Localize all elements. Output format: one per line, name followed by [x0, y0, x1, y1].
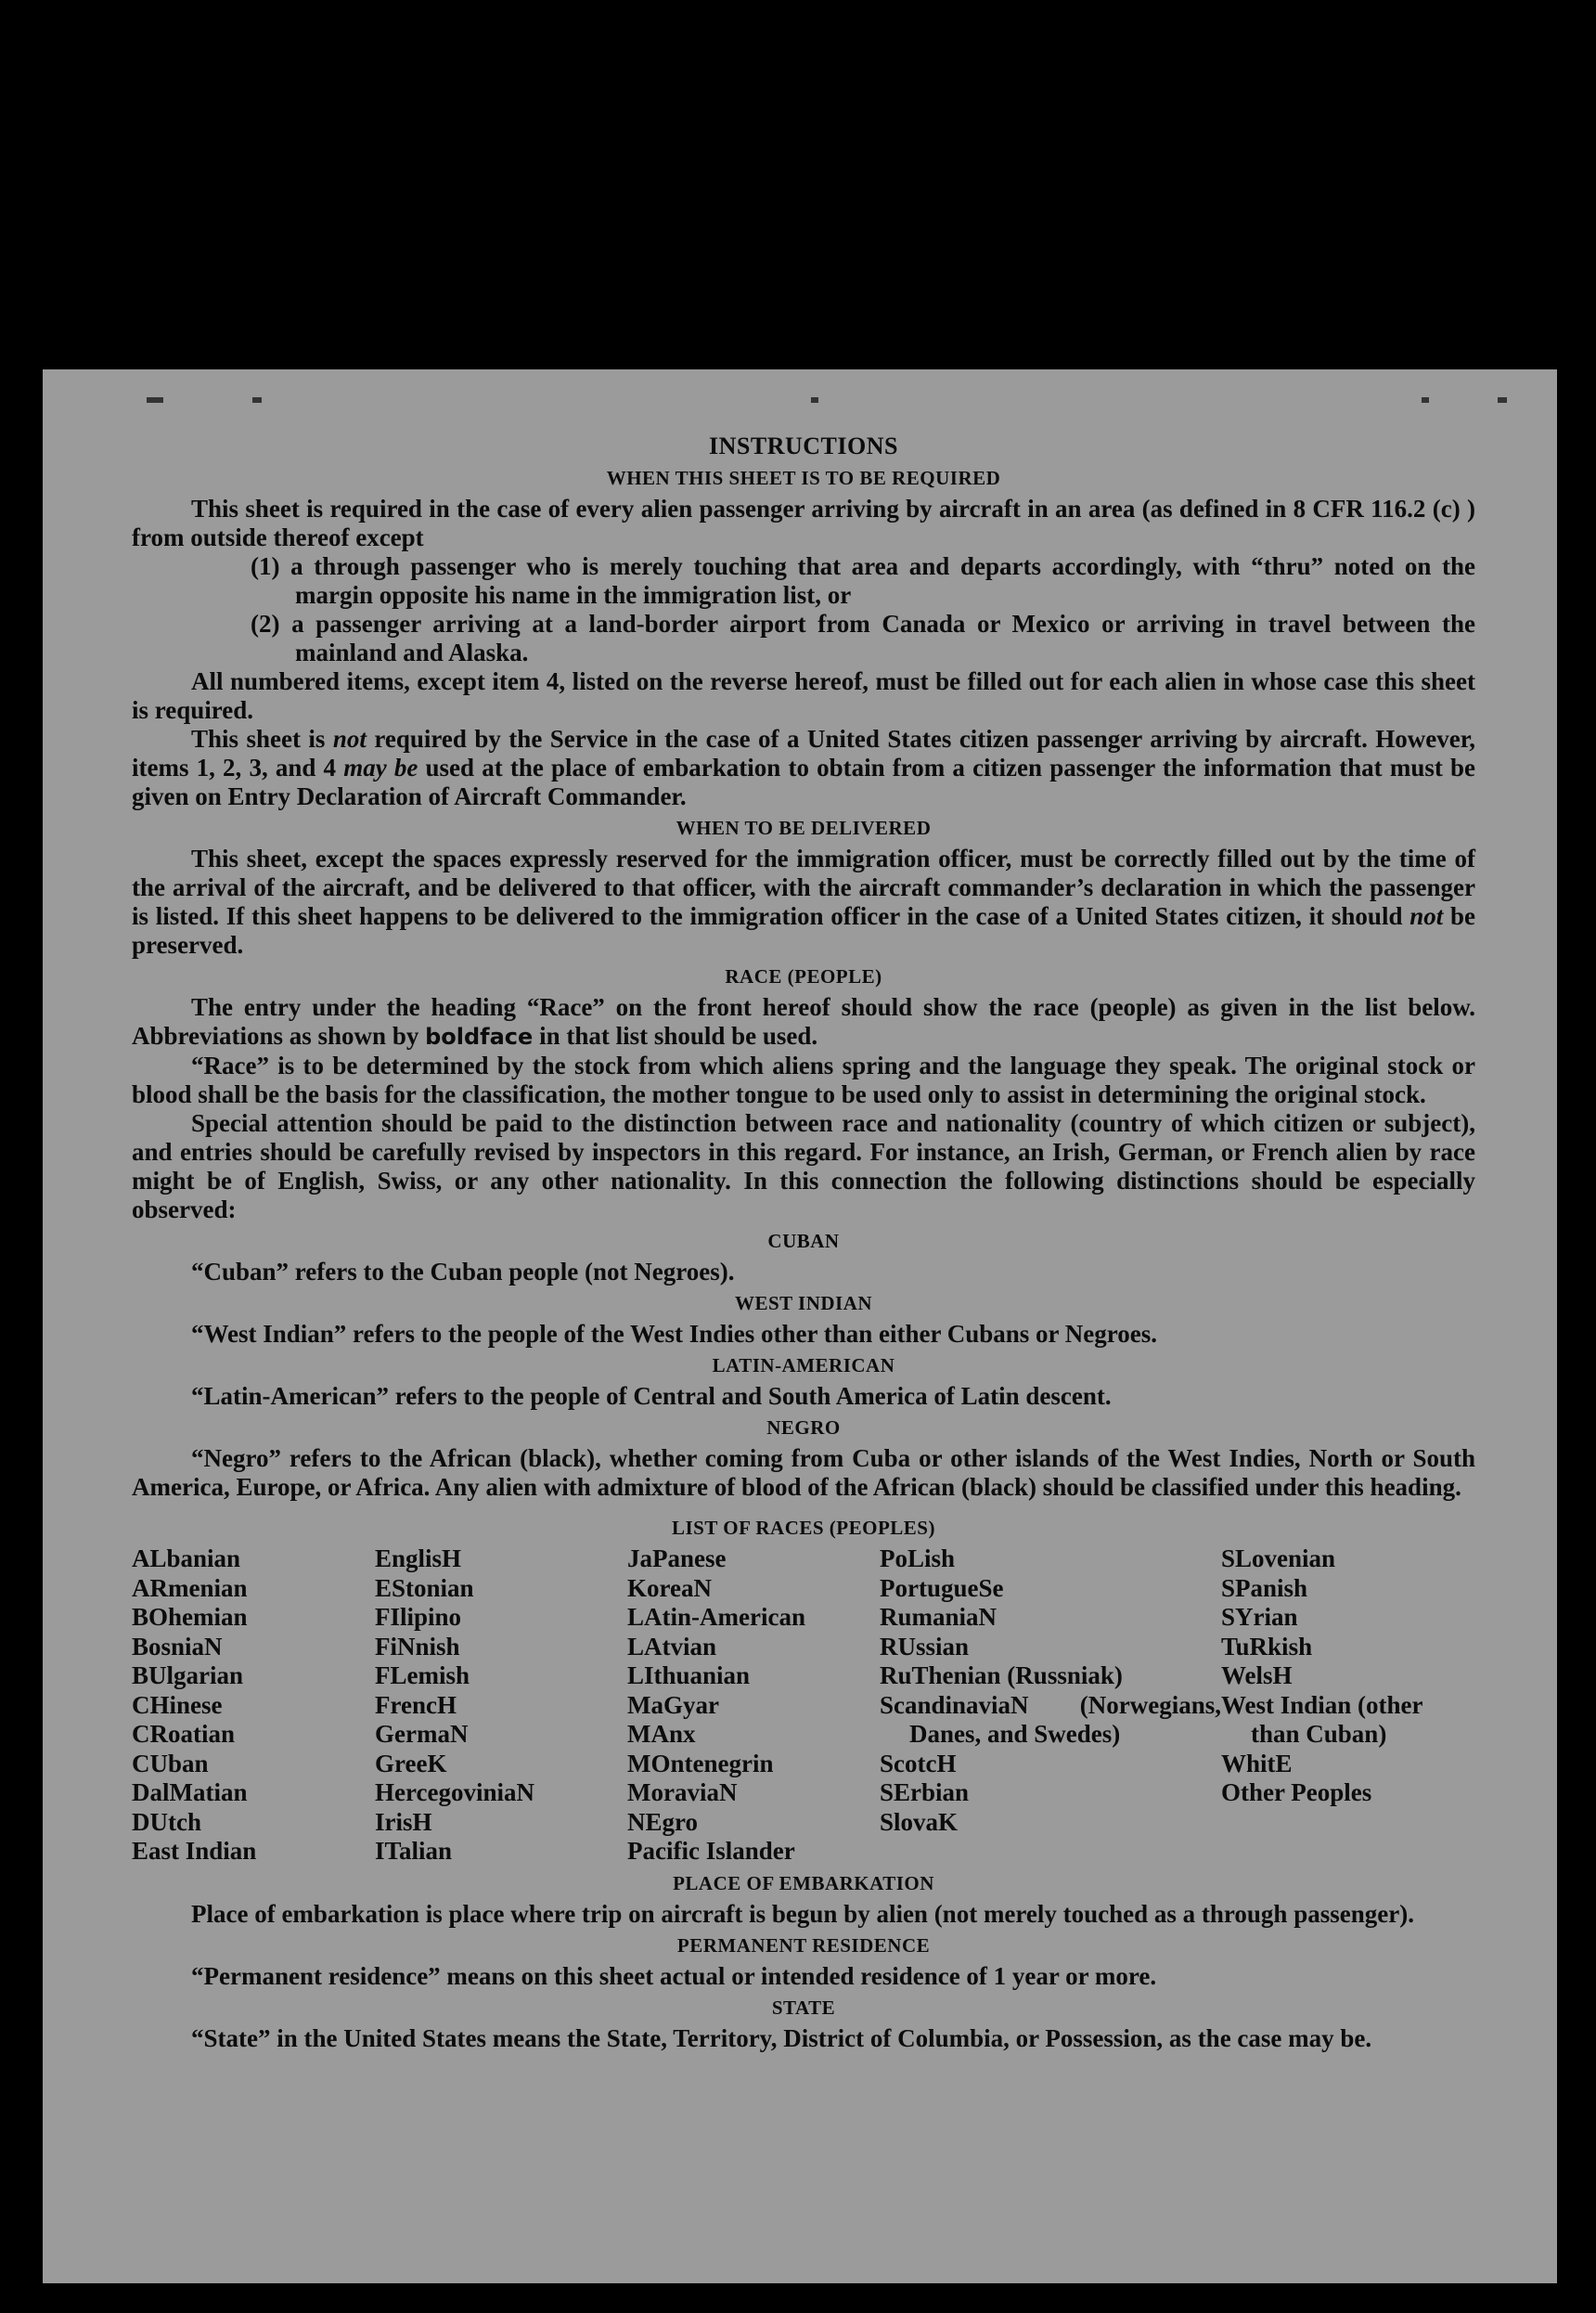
- races-column-2: [375, 1544, 627, 1867]
- scan-mark: [252, 397, 262, 403]
- scan-mark: [811, 397, 818, 403]
- race-paragraph-2: “Race” is to be determined by the stock from which aliens spring and the language they speak. The original stock or blood shall be the basis for the classification, the mother tongue to be used only to assist in determining the original stock.: [132, 1052, 1475, 1108]
- race-item: EStonian: [375, 1573, 474, 1602]
- section-heading-latin-american: LATIN-AMERICAN: [712, 1354, 895, 1376]
- race-item: IrisH: [375, 1807, 432, 1836]
- race-item: NEgro: [627, 1807, 699, 1836]
- races-column-5: [1221, 1544, 1475, 1867]
- page-title: INSTRUCTIONS: [709, 433, 898, 459]
- citizen-text-not: not: [332, 725, 367, 753]
- exception-2: (2) a passenger arriving at a land-border airport from Canada or Mexico or arriving in travel between the mainland and Alaska.: [251, 610, 1475, 666]
- race-item: MAnx: [627, 1720, 696, 1748]
- section-heading-state: STATE: [771, 1996, 836, 2019]
- instructions-content: [132, 429, 1475, 2053]
- race-item: SYrian: [1221, 1603, 1298, 1631]
- race-item: BOhemian: [132, 1603, 248, 1631]
- race-item: BUlgarian: [132, 1661, 244, 1689]
- race-item: LAtvian: [627, 1632, 717, 1660]
- residence-text: “Permanent residence” means on this sheet actual or intended residence of 1 year or more.: [191, 1961, 1157, 1990]
- race-item: KoreaN: [627, 1573, 712, 1602]
- race-item: ScotcH: [880, 1749, 957, 1777]
- race-item: DUtch: [132, 1807, 201, 1836]
- citizen-paragraph: [132, 725, 1475, 811]
- section-heading-negro: NEGRO: [766, 1416, 841, 1439]
- races-list: [132, 1544, 1475, 1867]
- race-item: FrencH: [375, 1690, 457, 1719]
- race-item: SErbian: [880, 1778, 970, 1806]
- race-item: SPanish: [1221, 1573, 1308, 1602]
- citizen-text-b: required by the Service in the case of a United States citizen passenger arriving by aircraft. However, items 1, 2, 3, and 4: [132, 725, 1475, 782]
- exception-1: (1) a through passenger who is merely touching that area and departs accordingly, with “thru” noted on the margin opposite his name in the immigration list, or: [251, 552, 1475, 609]
- citizen-text-maybe: may be: [343, 754, 418, 782]
- numbered-items-text: All numbered items, except item 4, listed on the reverse hereof, must be filled out for each alien in whose case this sheet is required.: [132, 667, 1475, 724]
- race-item: FIlipino: [375, 1603, 462, 1631]
- races-column-3: [627, 1544, 880, 1867]
- race-item: GreeK: [375, 1749, 447, 1777]
- negro-text: “Negro” refers to the African (black), whether coming from Cuba or other islands of the West Indies, North or South America, Europe, or Africa. Any alien with admixture of blood of the African (black) should be classified under this heading.: [132, 1444, 1475, 1501]
- race-paragraph-3: Special attention should be paid to the distinction between race and nationality (country of which citizen or subject), and entries should be carefully revised by inspectors in this regard. For instance, an Irish, German, or French alien by race might be of English, Swiss, or any other nationality. In this connection the following distinctions should be especially observed:: [132, 1109, 1475, 1223]
- race-item: MoraviaN: [627, 1778, 738, 1806]
- race-item: GermaN: [375, 1720, 469, 1748]
- section-heading-required: WHEN THIS SHEET IS TO BE REQUIRED: [606, 467, 1001, 489]
- race-item: ScandinaviaN (Norwegians, Danes, and Swedes): [880, 1690, 1221, 1748]
- race-item: BosniaN: [132, 1632, 223, 1660]
- race-item: ALbanian: [132, 1544, 241, 1572]
- race-item: FLemish: [375, 1661, 470, 1689]
- cuban-text: “Cuban” refers to the Cuban people (not Negroes).: [191, 1258, 735, 1286]
- race-item: RuThenian (Russniak): [880, 1661, 1123, 1689]
- race-item: West Indian (other than Cuban): [1221, 1690, 1423, 1748]
- section-heading-race: RACE (PEOPLE): [725, 965, 882, 988]
- race-item: Other Peoples: [1221, 1778, 1372, 1806]
- section-heading-embarkation: PLACE OF EMBARKATION: [673, 1871, 934, 1894]
- race-item: CHinese: [132, 1690, 223, 1719]
- latin-american-text: “Latin-American” refers to the people of Central and South America of Latin descent.: [191, 1382, 1112, 1410]
- west-indian-text: “West Indian” refers to the people of the West Indies other than either Cubans or Negroes.: [191, 1320, 1158, 1348]
- race-item: MaGyar: [627, 1690, 719, 1719]
- scan-mark: [1422, 397, 1429, 403]
- delivered-text-not: not: [1409, 902, 1444, 930]
- race-item: FiNnish: [375, 1632, 460, 1660]
- embarkation-text: Place of embarkation is place where trip on aircraft is begun by alien (not merely touched as a through passenger).: [191, 1899, 1414, 1928]
- race-item: CUban: [132, 1749, 209, 1777]
- race-item: LIthuanian: [627, 1661, 751, 1689]
- race-item: JaPanese: [627, 1544, 727, 1572]
- race-item: MOntenegrin: [627, 1749, 774, 1777]
- race-item: RUssian: [880, 1632, 970, 1660]
- race-item: East Indian: [132, 1837, 257, 1865]
- section-heading-west-indian: WEST INDIAN: [734, 1292, 873, 1314]
- race-item: CRoatian: [132, 1720, 236, 1748]
- required-intro: This sheet is required in the case of every alien passenger arriving by aircraft in an area (as defined in 8 CFR 116.2 (c) ) from outside thereof except: [132, 495, 1475, 551]
- document-page: [43, 369, 1557, 2283]
- section-heading-residence: PERMANENT RESIDENCE: [676, 1933, 931, 1957]
- race-item: EnglisH: [375, 1544, 462, 1572]
- race-paragraph-1: [132, 993, 1475, 1052]
- race-item: ARmenian: [132, 1573, 248, 1602]
- race-item: Pacific Islander: [627, 1837, 795, 1865]
- section-heading-delivered: WHEN TO BE DELIVERED: [676, 817, 932, 839]
- race-item: HercegoviniaN: [375, 1778, 534, 1806]
- race-item: TuRkish: [1221, 1632, 1313, 1660]
- race-item: WelsH: [1221, 1661, 1293, 1689]
- races-column-1: [132, 1544, 375, 1867]
- state-text: “State” in the United States means the State, Territory, District of Columbia, or Possession, as the case may be.: [191, 2023, 1372, 2052]
- race-p1-boldface: boldface: [425, 1024, 534, 1050]
- races-column-4: [880, 1544, 1221, 1867]
- race-item: SlovaK: [880, 1807, 959, 1836]
- section-heading-list-of-races: LIST OF RACES (PEOPLES): [672, 1517, 935, 1539]
- scan-mark: [147, 397, 163, 403]
- section-heading-cuban: CUBAN: [767, 1230, 840, 1252]
- race-item: ITalian: [375, 1837, 453, 1865]
- citizen-text-c: used at the place of embarkation to obtain from a citizen passenger the information that must be given on Entry Declaration of Aircraft Commander.: [132, 754, 1475, 810]
- race-item: PoLish: [880, 1544, 956, 1572]
- race-item: PortugueSe: [880, 1573, 1004, 1602]
- race-item: SLovenian: [1221, 1544, 1336, 1572]
- race-item: RumaniaN: [880, 1603, 998, 1631]
- race-item: WhitE: [1221, 1749, 1293, 1777]
- scan-mark: [1498, 397, 1507, 403]
- delivered-paragraph: [132, 845, 1475, 960]
- race-p1-b: in that list should be used.: [533, 1022, 818, 1050]
- race-p1-a: The entry under the heading “Race” on the front hereof should show the race (people) as given in the list below. Abbreviations as shown by: [132, 993, 1475, 1050]
- citizen-text-a: This sheet is: [191, 725, 333, 753]
- race-item: DalMatian: [132, 1778, 248, 1806]
- race-item: LAtin-American: [627, 1603, 805, 1631]
- delivered-text-a: This sheet, except the spaces expressly reserved for the immigration officer, must be correctly filled out by the time of the arrival of the aircraft, and be delivered to that officer, with the aircraft commander’s declaration in which the passenger is listed. If this sheet happens to be delivered to the immigration officer in the case of a United States citizen, it should: [132, 845, 1475, 930]
- delivered-text-b: be preserved.: [132, 902, 1476, 959]
